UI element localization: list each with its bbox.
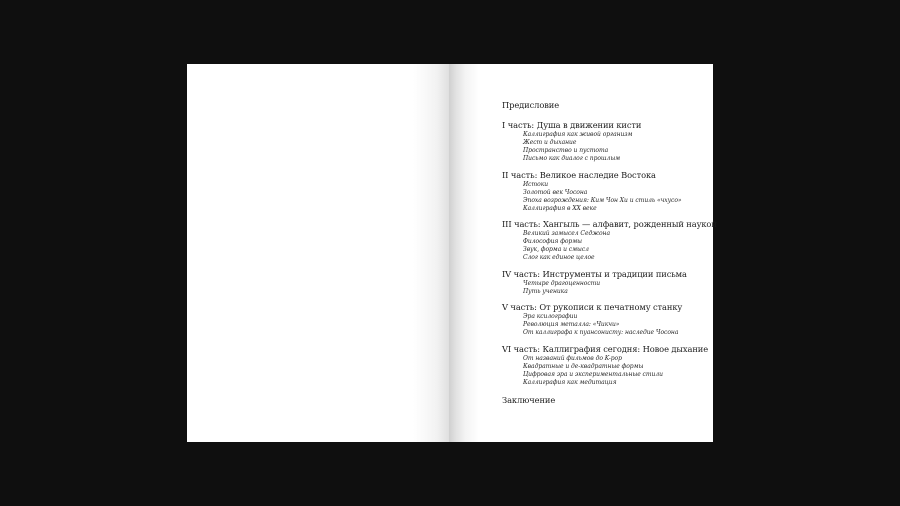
toc-part-title: V часть: От рукописи к печатному станку [502,302,683,312]
book-gutter [449,64,450,442]
toc-conclusion: Заключение [502,394,556,405]
toc-chapter: Звук, форма и смысл [523,246,589,253]
toc-chapter: Четыре драгоценности [523,279,601,287]
toc-part-title: III часть: Хангыль — алфавит, рожденный наукой [502,219,717,229]
toc-chapter: Философия формы [523,238,582,245]
toc-chapter: Каллиграфия как живой организм [523,131,633,138]
toc-chapter: Истоки [523,180,549,188]
toc-chapter: Эпоха возрождения: Ким Чон Хи и стиль «чхусо» [523,196,682,204]
toc-chapter: Каллиграфия в XX веке [523,204,597,212]
toc-chapter: Письмо как диалог с прошлым [523,155,621,162]
toc-chapter: Революция металла: «Чикчи» [523,321,620,328]
toc-chapter: Каллиграфия как медитация [523,378,617,386]
toc-chapter: Золотой век Чосона [523,188,588,196]
toc-chapter: От названий фильмов до K-pop [523,354,622,362]
toc-part [502,170,712,213]
left-page [187,64,450,442]
toc-chapter: Слог как единое целое [523,254,595,261]
toc-chapter: Цифровая эра и экспериментальные стили [523,370,663,378]
toc-part [502,344,712,387]
toc-part-title: VI часть: Каллиграфия сегодня: Новое дыхание [502,343,709,354]
toc-chapter: Квадратные и де-квадратные формы [523,362,644,370]
table-of-contents [502,100,717,406]
toc-part-title: II часть: Великое наследие Востока [502,169,656,180]
book-spread [187,64,717,442]
toc-part-title: IV часть: Инструменты и традиции письма [502,268,687,279]
toc-part [502,302,712,337]
toc-part-title: I часть: Душа в движении кисти [502,120,642,130]
toc-chapter: Эра ксилографии [523,313,578,320]
toc-chapter: Жест и дыхание [523,139,577,146]
toc-part [502,219,717,262]
toc-preface: Предисловие [502,100,560,110]
toc-part [502,269,712,296]
toc-chapter: Пространство и пустота [523,147,609,154]
toc-part [502,120,712,163]
toc-chapter: Путь ученика [523,287,568,295]
toc-chapter: Великий замысел Седжона [523,230,610,237]
toc-chapter: От каллиграфа к пуансонисту: наследие Чосона [523,329,679,336]
